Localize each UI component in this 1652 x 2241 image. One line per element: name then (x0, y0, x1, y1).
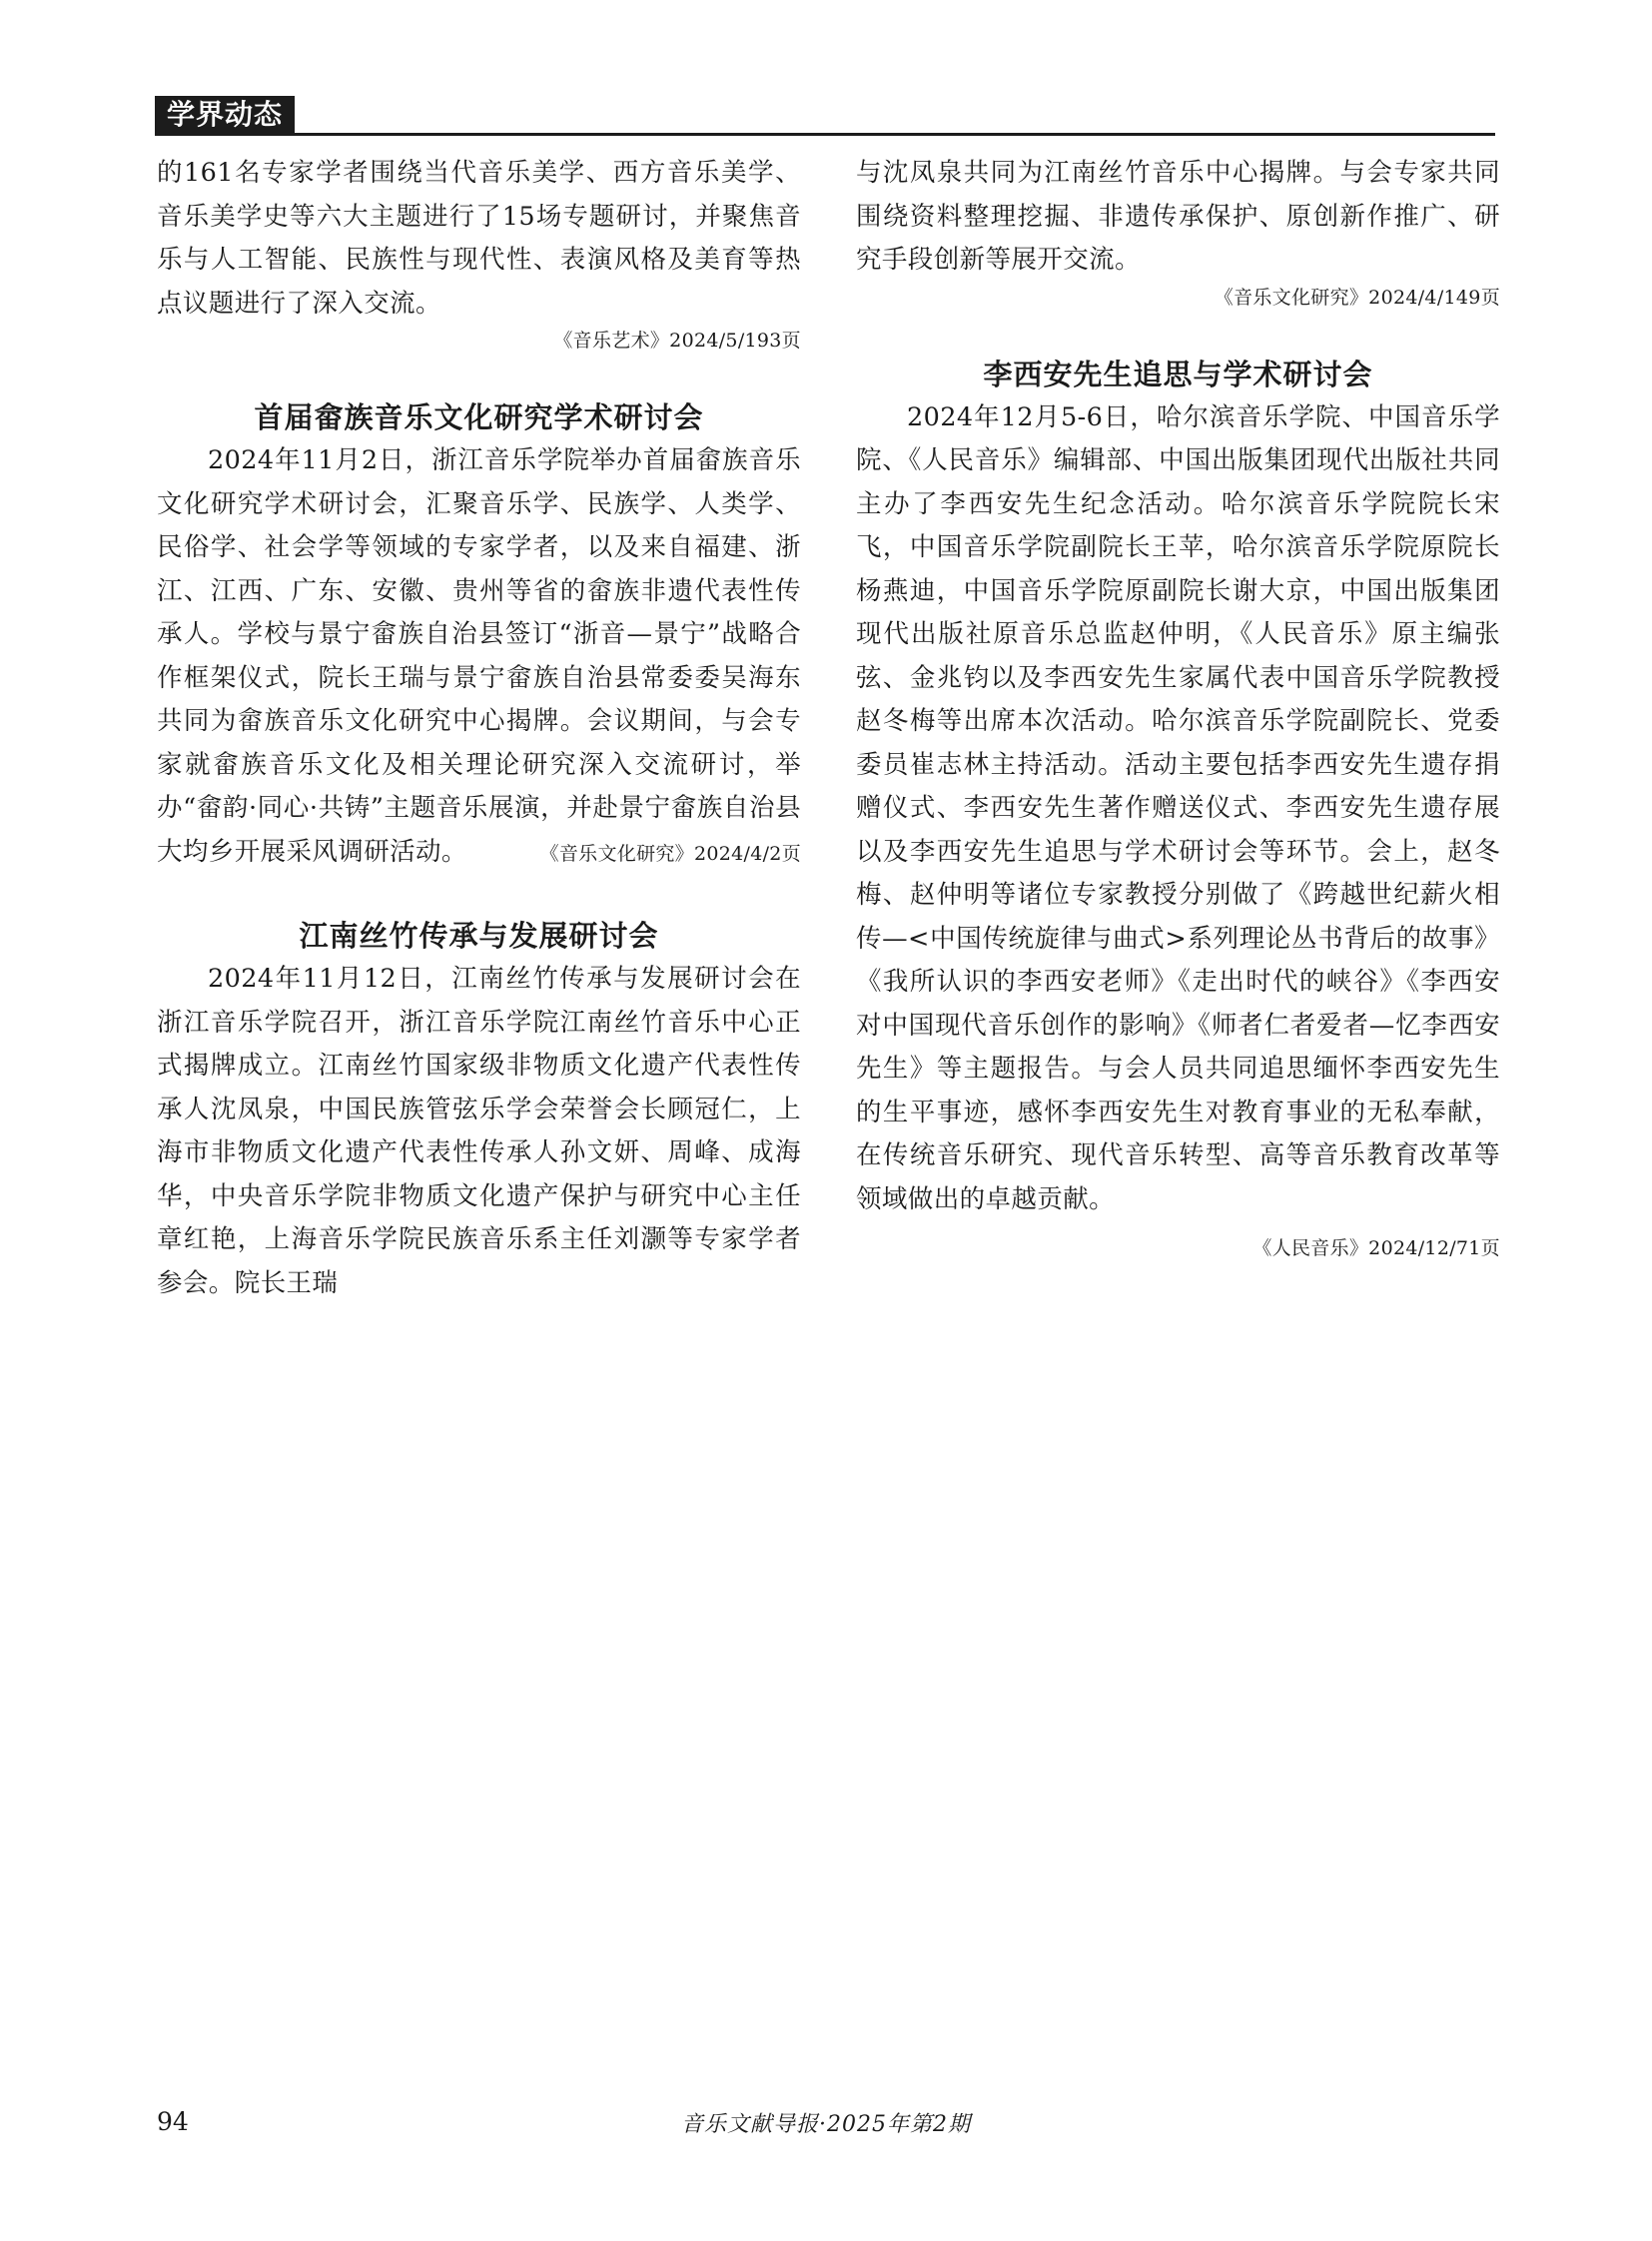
article-3-title: 李西安先生追思与学术研讨会 (983, 357, 1373, 391)
article-1-text: 2024年11月2日，浙江音乐学院举办首届畲族音乐文化研究学术研讨会，汇聚音乐学、民族学、人类学、民俗学、社会学等领域的专家学者，以及来自福建、浙江、江西、广东、安徽、贵州等省的畲族非遗代表性传承人。学校与景宁畲族自治县签订“浙音—景宁”战略合作框架仪式，院长王瑞与景宁畲族自治县常委委吴海东共同为畲族音乐文化研究中心揭牌。会议期间，与会专家就畲族音乐文化及相关理论研究深入交流研讨，举办“畲韵·同心·共铸”主题音乐展演，并赴景宁畲族自治县大均乡开展采风调研活动。 (157, 445, 801, 867)
article-3-body: 2024年12月5-6日，哈尔滨音乐学院、中国音乐学院、《人民音乐》编辑部、中国出版集团现代出版社共同主办了李西安先生纪念活动。哈尔滨音乐学院院长宋飞，中国音乐学院副院长王苹，哈尔滨音乐学院原院长杨燕迪，中国音乐学院原副院长谢大京，中国出版集团现代出版社原音乐总监赵仲明，《人民音乐》原主编张弦、金兆钧以及李西安先生家属代表中国音乐学院教授赵冬梅等出席本次活动。哈尔滨音乐学院副院长、党委委员崔志林主持活动。活动主要包括李西安先生遗存捐赠仪式、李西安先生著作赠送仪式、李西安先生遗存展以及李西安先生追思与学术研讨会等环节。会上，赵冬梅、赵仲明等诸位专家教授分别做了《跨越世纪薪火相传—<中国传统旋律与曲式>系列理论丛书背后的故事》《我所认识的李西安老师》《走出时代的峡谷》《李西安对中国现代音乐创作的影响》《师者仁者爱者—忆李西安先生》等主题报告。与会人员共同追思缅怀李西安先生的生平事迹，感怀李西安先生对教育事业的无私奉献，在传统音乐研究、现代音乐转型、高等音乐教育改革等领域做出的卓越贡献。 (856, 401, 1500, 1214)
page-number: 94 (157, 2107, 189, 2136)
article-2-title: 江南丝竹传承与发展研讨会 (299, 919, 659, 953)
page-footer (157, 2107, 1495, 2143)
article-2-continued: 与沈凤泉共同为江南丝竹音乐中心揭牌。与会专家共同围绕资料整理挖掘、非遗传承保护、原创新作推广、研究手段创新等展开交流。 (856, 158, 1500, 275)
intro-source: 《音乐艺术》2024/5/193页 (553, 330, 801, 352)
spacer (157, 874, 801, 914)
spacer (856, 1221, 1500, 1233)
article-1-body (157, 439, 801, 874)
page-header (155, 96, 1495, 138)
section-tag: 学界动态 (155, 96, 295, 134)
left-column (157, 152, 801, 1305)
journal-name: 音乐文献导报·2025年第2期 (681, 2112, 971, 2137)
article-1-source: 《音乐文化研究》2024/4/2页 (539, 842, 801, 865)
article-2-source: 《音乐文化研究》2024/4/149页 (1214, 286, 1500, 309)
spacer (157, 356, 801, 395)
header-rule (155, 133, 1495, 136)
article-3-source: 《人民音乐》2024/12/71页 (1252, 1237, 1500, 1259)
right-column (856, 152, 1500, 1263)
article-1-title: 首届畲族音乐文化研究学术研讨会 (254, 400, 704, 434)
intro-paragraph: 的161名专家学者围绕当代音乐美学、西方音乐美学、音乐美学史等六大主题进行了15场专题研讨，并聚焦音乐与人工智能、民族性与现代性、表演风格及美育等热点议题进行了深入交流。 (157, 158, 801, 319)
article-2-body: 2024年11月12日，江南丝竹传承与发展研讨会在浙江音乐学院召开，浙江音乐学院江南丝竹音乐中心正式揭牌成立。江南丝竹国家级非物质文化遗产代表性传承人沈凤泉，中国民族管弦乐学会荣誉会长顾冠仁，上海市非物质文化遗产代表性传承人孙文妍、周峰、成海华，中央音乐学院非物质文化遗产保护与研究中心主任章红艳，上海音乐学院民族音乐系主任刘灏等专家学者参会。院长王瑞 (157, 964, 801, 1298)
spacer (856, 313, 1500, 353)
